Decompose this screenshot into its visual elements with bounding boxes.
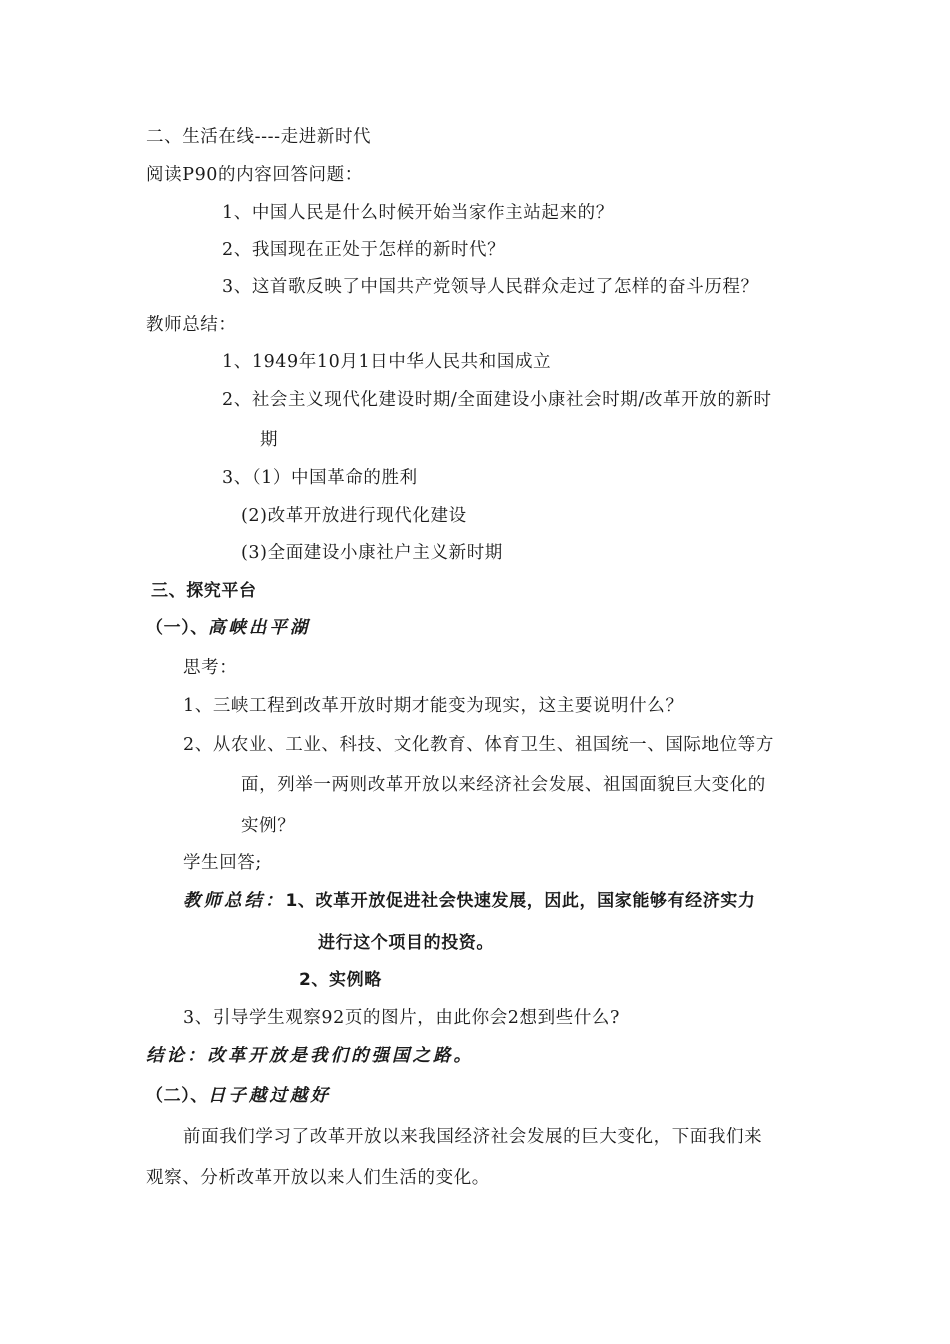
teacher-summary-line-2: 进行这个项目的投资。 — [318, 933, 494, 953]
teacher-summary-line-3: 2、实例略 — [299, 970, 382, 990]
section-2-title: 二、生活在线----走进新时代 — [146, 127, 372, 147]
teacher-summary-label-2: 教师总结： — [183, 891, 286, 911]
think-question-1: 1、三峡工程到改革开放时期才能变为现实，这主要说明什么？ — [183, 696, 684, 716]
answer-2-line-2: 期 — [260, 430, 279, 450]
paragraph-line-1: 前面我们学习了改革开放以来我国经济社会发展的巨大变化，下面我们来 — [183, 1127, 763, 1147]
question-2: 2、我国现在正处于怎样的新时代？ — [222, 240, 506, 260]
think-question-2-line-3: 实例？ — [241, 816, 296, 836]
subsection-2-heading — [146, 1085, 331, 1107]
subsection-2-name: 日子越过越好 — [207, 1086, 331, 1106]
subsection-1-heading — [146, 617, 310, 639]
section-3-title: 三、探究平台 — [151, 581, 257, 601]
think-question-2-line-2: 面，列举一两则改革开放以来经济社会发展、祖国面貌巨大变化的 — [241, 775, 766, 795]
subsection-1-prefix: （一）、 — [146, 618, 208, 638]
subsection-1-name: 高峡出平湖 — [207, 618, 311, 638]
think-question-3: 3、引导学生观察92页的图片，由此你会2想到些什么? — [183, 1008, 621, 1028]
answer-1: 1、1949年10月1日中华人民共和国成立 — [222, 352, 552, 372]
answer-3-line-3: (3)全面建设小康社户主义新时期 — [241, 543, 503, 563]
conclusion: 结论：改革开放是我们的强国之路。 — [146, 1046, 474, 1066]
answer-2-line-1: 2、社会主义现代化建设时期/全面建设小康社会时期/改革开放的新时 — [222, 390, 772, 410]
think-question-2-line-1: 2、从农业、工业、科技、文化教育、体育卫生、祖国统一、国际地位等方 — [183, 735, 774, 755]
think-label: 思考： — [183, 658, 238, 678]
reading-instruction: 阅读P90的内容回答问题： — [146, 165, 363, 185]
teacher-summary-text-1: 1、改革开放促进社会快速发展，因此，国家能够有经济实力 — [285, 891, 756, 911]
teacher-summary-label: 教师总结： — [146, 315, 237, 335]
question-3: 3、这首歌反映了中国共产党领导人民群众走过了怎样的奋斗历程？ — [222, 277, 759, 297]
answer-3-line-1: 3、（1）中国革命的胜利 — [222, 468, 418, 488]
subsection-2-prefix: （二）、 — [146, 1086, 208, 1106]
paragraph-line-2: 观察、分析改革开放以来人们生活的变化。 — [146, 1168, 490, 1188]
answer-3-line-2: (2)改革开放进行现代化建设 — [241, 506, 467, 526]
student-answer-label: 学生回答; — [183, 853, 262, 873]
teacher-summary-line-1 — [183, 890, 756, 912]
question-1: 1、中国人民是什么时候开始当家作主站起来的？ — [222, 203, 614, 223]
